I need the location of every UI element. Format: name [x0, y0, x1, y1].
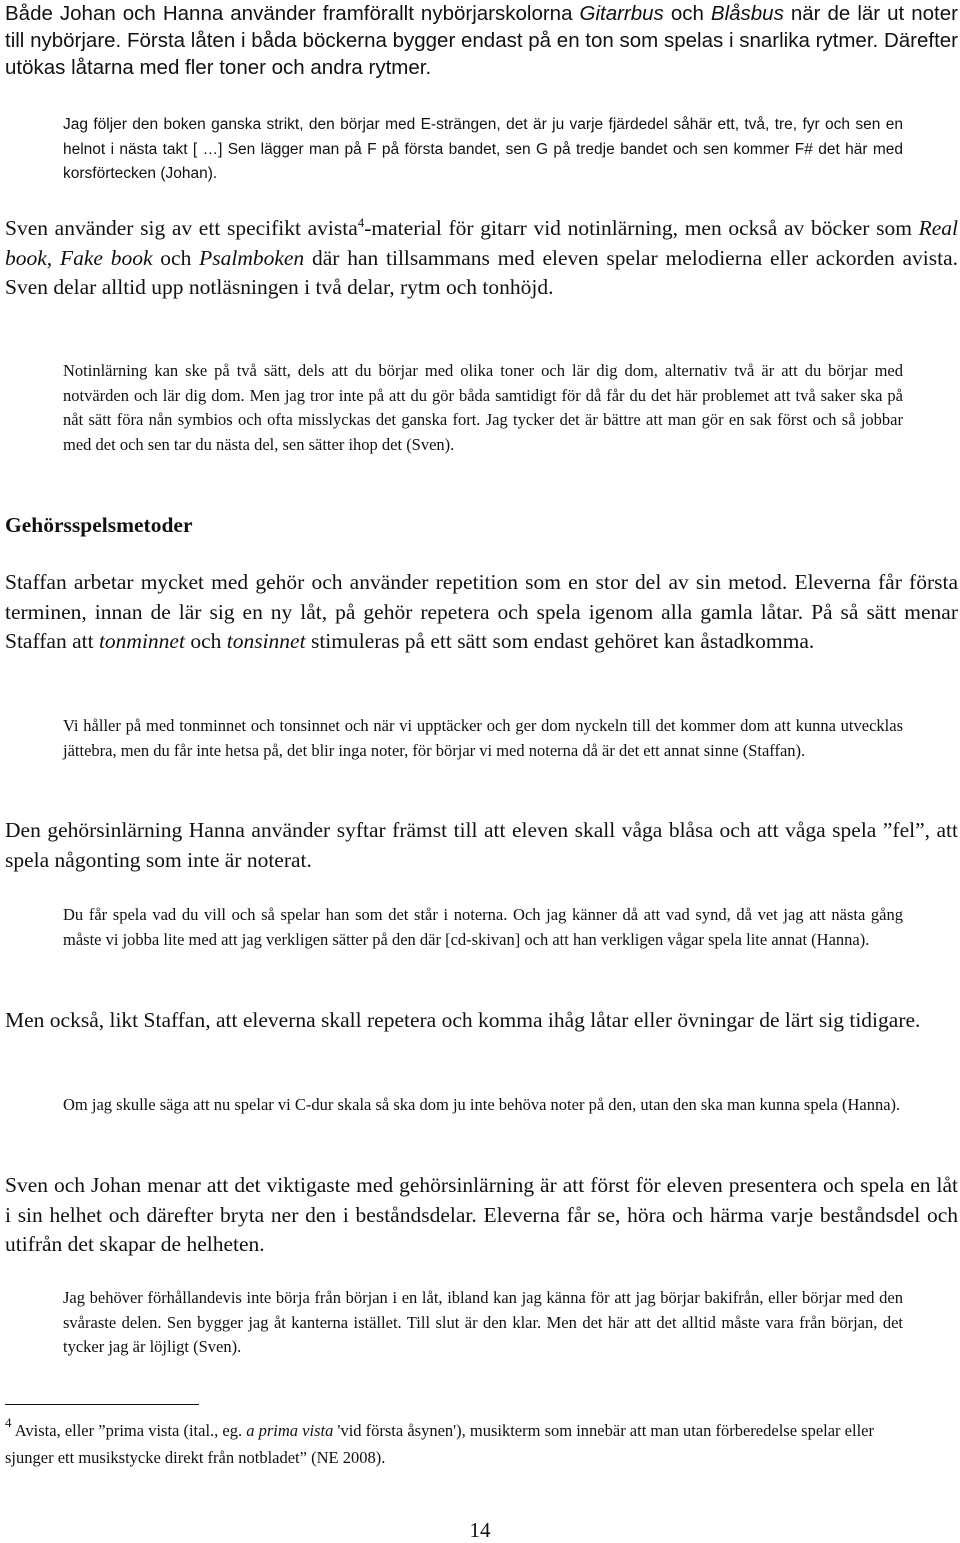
paragraph-intro — [5, 0, 958, 81]
paragraph-sven-johan: Sven och Johan menar att det viktigaste med gehörsinlärning är att först för eleven presentera och spela en låt i sin helhet och därefter bryta ner den i beståndsdelar. Eleverna får se, höra och härma varje beståndsdel och utifrån det skapar de helheten. — [5, 1173, 958, 1256]
term-tonminnet: tonminnet — [98, 629, 185, 653]
text-run: Sven använder sig av ett specifikt avista — [5, 216, 358, 240]
paragraph-staffan — [5, 568, 958, 657]
paragraph-repetera: Men också, likt Staffan, att eleverna skall repetera och komma ihåg låtar eller övningar de lärt sig tidigare. — [5, 1008, 921, 1032]
quote-sven-bakifran: Jag behöver förhållandevis inte börja från början i en låt, ibland kan jag känna för att jag börjar bakifrån, eller börjar med den svåraste delen. Sen bygger jag åt kanterna istället. Till slut är den klar. Men det här att det alltid måste vara från början, det tycker jag är löjligt (Sven). — [63, 1288, 903, 1356]
page-number: 14 — [469, 1518, 491, 1542]
footnote-reference: 4 — [357, 215, 365, 230]
book-title-real-book: Real book — [5, 216, 958, 270]
text-run: stimuleras på ett sätt som endast gehöret kan åstadkomma. — [305, 629, 815, 653]
quote-johan: Jag följer den boken ganska strikt, den börjar med E-strängen, det är ju varje fjärdedel såhär ett, två, tre, fyr och sen en helnot i nästa takt [ …] Sen lägger man på F på första bandet, sen G på tredje bandet och sen kommer F# det här med korsförtecken (Johan). — [63, 116, 903, 182]
footnote-divider — [5, 1404, 199, 1405]
quote-hanna-cd: Du får spela vad du vill och så spelar han som det står i noterna. Och jag känner då att vad synd, då vet jag att nästa gång måste vi jobba lite med att jag verkligen sätter på den där [cd-skivan] och att han verkligen vågar spela lite annat (Hanna). — [63, 905, 903, 949]
text-run: och — [152, 245, 200, 270]
text-run: där han tillsammans med eleven spelar melodierna eller ackorden avista. Sven delar alltid upp notläsningen i två delar, rytm och tonhöjd. — [5, 245, 959, 299]
quote-sven-notinlarning: Notinlärning kan ske på två sätt, dels att du börjar med olika toner och lär dig dom, alternativ två är att du börjar med notvärden och lär dig dom. Men jag tror inte på att du gör båda samtidigt för då får du det här problemet att två saker ska på nåt sätt föra nån symbios och ofta misslyckas det ganska fort. Jag tycker det är bättre att man gör en sak först och så jobbar med det och sen tar du nästa del, sen sätter ihop det (Sven). — [63, 361, 903, 454]
paragraph-sven-avista — [5, 214, 958, 303]
paragraph-hanna-gehor: Den gehörsinlärning Hanna använder syftar främst till att eleven skall våga blåsa och att våga spela ”fel”, att spela någonting som inte är noterat. — [5, 818, 958, 872]
text-run: när de lär ut noter till nybörjare. Första låten i båda böckerna bygger endast på en ton som spelas i snarlika rytmer. Därefter utökas låtarna med fler toner och andra rytmer. — [5, 2, 958, 79]
footnote — [5, 1415, 910, 1471]
quote-staffan: Vi håller på med tonminnet och tonsinnet och när vi upptäcker och ger dom nyckeln till det kommer dom att kunna utvecklas jättebra, men du får inte hetsa på, det blir inga noter, för börjar vi med noterna då är det ett annat sinne (Staffan). — [63, 716, 903, 760]
text-run: -material för gitarr vid notinlärning, men också av böcker som — [364, 216, 919, 240]
text-run: Avista, eller ”prima vista (ital., eg. — [11, 1421, 247, 1440]
book-title-fake-book: Fake book — [59, 245, 153, 270]
book-title-blasbus: Blåsbus — [710, 2, 784, 25]
footnote-number: 4 — [5, 1415, 12, 1430]
text-run: 'vid första åsynen'), musikterm som innebär att man utan förberedelse spelar eller sjunger ett musikstycke direkt från notbladet” (NE 2008). — [5, 1421, 874, 1467]
text-run: och — [184, 629, 227, 653]
text-run: Både Johan och Hanna använder framförallt nybörjarskolorna — [5, 2, 580, 25]
term-tonsinnet: tonsinnet — [226, 629, 306, 653]
quote-hanna-cdur: Om jag skulle säga att nu spelar vi C-dur skala så ska dom ju inte behöva noter på den, utan den ska man kunna spela (Hanna). — [63, 1095, 901, 1114]
text-run: Staffan arbetar mycket med gehör och använder repetition som en stor del av sin metod. Eleverna får första terminen, innan de lär sig en ny låt, på gehör repetera och spela igenom alla gamla låtar. På så sätt menar Staffan att — [5, 570, 958, 653]
latin-term: a prima vista — [246, 1421, 334, 1440]
book-title-gitarrbus: Gitarrbus — [579, 2, 664, 25]
book-title-psalmboken: Psalmboken — [199, 245, 305, 270]
section-heading: Gehörsspelsmetoder — [5, 513, 193, 537]
text-run: och — [663, 2, 711, 25]
text-run: , — [46, 245, 60, 270]
